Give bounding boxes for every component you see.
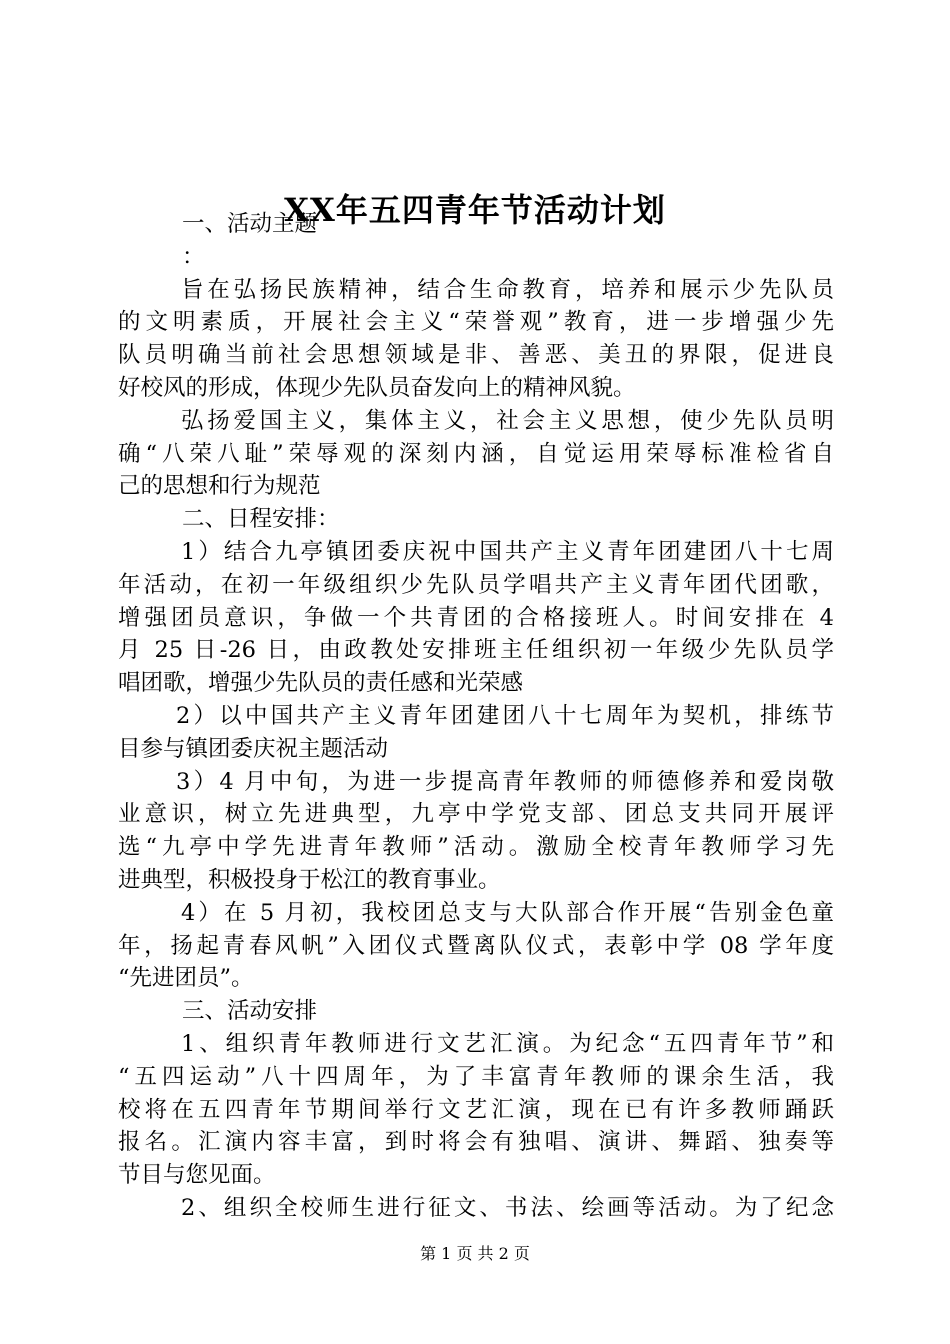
body-line: 年活动，在初一年级组织少先队员学唱共产主义青年团代团歌， <box>118 571 834 598</box>
body-line: 确“八荣八耻”荣辱观的深刻内涵，自觉运用荣辱标准检省自 <box>118 440 834 467</box>
body-line: 好校风的形成，体现少先队员奋发向上的精神风貌。 <box>118 374 636 401</box>
body-line: 弘扬爱国主义，集体主义，社会主义思想，使少先队员明 <box>181 407 834 434</box>
body-line: 队员明确当前社会思想领域是非、善恶、美丑的界限，促进良 <box>118 342 834 369</box>
body-line: 月 25 日-26 日，由政教处安排班主任组织初一年级少先队员学 <box>118 637 834 664</box>
document-title: XX年五四青年节活动计划 <box>284 191 666 229</box>
body-line: 进典型，积极投身于松江的教育事业。 <box>118 866 501 893</box>
body-line: 校将在五四青年节期间举行文艺汇演，现在已有许多教师踊跃 <box>118 1096 834 1123</box>
body-line: 2、组织全校师生进行征文、书法、绘画等活动。为了纪念 <box>181 1194 834 1221</box>
body-line: 4）在 5 月初，我校团总支与大队部合作开展“告别金色童 <box>181 899 834 926</box>
document-body <box>118 208 834 1225</box>
body-line: 旨在弘扬民族精神，结合生命教育，培养和展示少先队员 <box>181 276 834 303</box>
body-line: 2）以中国共产主义青年团建团八十七周年为契机，排练节 <box>176 702 834 729</box>
body-line: 选“九亭中学先进青年教师”活动。激励全校青年教师学习先 <box>118 834 834 861</box>
body-line: 的文明素质，开展社会主义“荣誉观”教育，进一步增强少先 <box>118 309 834 336</box>
body-line: 节目与您见面。 <box>118 1162 276 1189</box>
body-line: 增强团员意识，争做一个共青团的合格接班人。时间安排在 4 <box>118 604 834 631</box>
body-line: 年，扬起青春风帆”入团仪式暨离队仪式，表彰中学 08 学年度 <box>118 932 834 959</box>
body-line: 1）结合九亭镇团委庆祝中国共产主义青年团建团八十七周 <box>181 538 834 565</box>
body-line: “五四运动”八十四周年，为了丰富青年教师的课余生活，我 <box>118 1063 834 1090</box>
body-line: 己的思想和行为规范 <box>118 473 321 500</box>
body-line: 唱团歌，增强少先队员的责任感和光荣感 <box>118 670 524 697</box>
body-line: “先进团员”。 <box>118 965 254 992</box>
page-footer: 第 1 页 共 2 页 <box>420 1244 530 1263</box>
body-line: 3）4 月中旬，为进一步提高青年教师的师德修养和爱岗敬 <box>176 768 834 795</box>
body-line: 二、日程安排： <box>182 506 340 533</box>
body-line: 一、活动主题 <box>182 211 318 237</box>
body-line: ： <box>182 243 205 270</box>
body-line: 报名。汇演内容丰富，到时将会有独唱、演讲、舞蹈、独奏等 <box>118 1129 834 1156</box>
body-line: 目参与镇团委庆祝主题活动 <box>118 735 389 762</box>
body-line: 业意识，树立先进典型，九亭中学党支部、团总支共同开展评 <box>118 801 834 828</box>
body-line: 三、活动安排 <box>182 998 318 1025</box>
body-line: 1、组织青年教师进行文艺汇演。为纪念“五四青年节”和 <box>181 1030 834 1057</box>
